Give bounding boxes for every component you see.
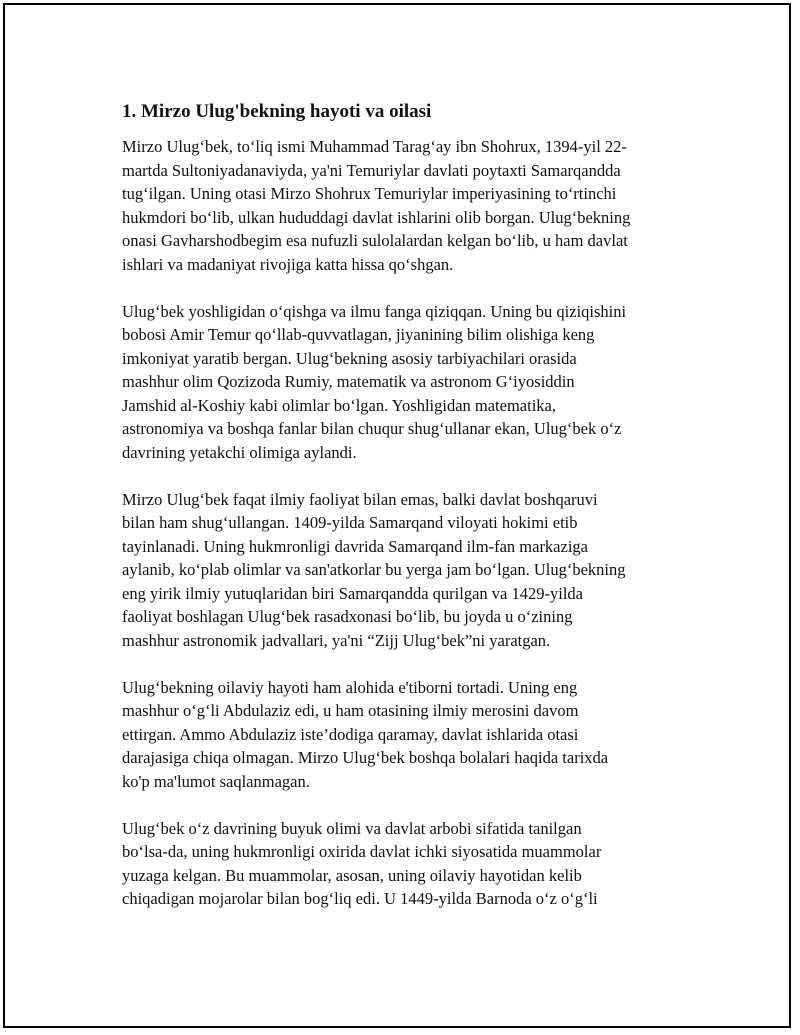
paragraph [122,676,702,794]
text-line: yuzaga kelgan. Bu muammolar, asosan, uning oilaviy hayotidan kelib [122,865,582,885]
paragraph [122,488,702,653]
text-line: hukmdori bo‘lib, ulkan hududdagi davlat ishlarini olib borgan. Ulug‘bekning [122,207,631,227]
text-line: faoliyat boshlagan Ulug‘bek rasadxonasi bo‘lib, bu joyda u o‘zining [122,607,573,626]
text-line: mashhur astronomik jadvallari, ya'ni “Zijj Ulug‘bek”ni yaratgan. [122,630,551,650]
text-line: imkoniyat yaratib bergan. Ulug‘bekning asosiy tarbiyachilari orasida [122,348,577,368]
text-line: Mirzo Ulug‘bek faqat ilmiy faoliyat bilan emas, balki davlat boshqaruvi [122,489,598,509]
text-line: Ulug‘bek o‘z davrining buyuk olimi va davlat arbobi sifatida tanilgan [122,818,582,838]
paragraph-list [122,135,702,911]
text-line: tayinlanadi. Uning hukmronligi davrida Samarqand ilm-fan markaziga [122,536,588,556]
paragraph [122,817,702,911]
text-line: bilan ham shug‘ullangan. 1409-yilda Samarqand viloyati hokimi etib [122,513,578,532]
text-line: tug‘ilgan. Uning otasi Mirzo Shohrux Temuriylar imperiyasining to‘rtinchi [122,184,617,203]
text-line: mashhur o‘g‘li Abdulaziz edi, u ham otasining ilmiy merosini davom [122,701,579,720]
text-line: Jamshid al-Koshiy kabi olimlar bo‘lgan. Yoshligidan matematika, [122,395,556,415]
section-title: 1. Mirzo Ulug'bekning hayoti va oilasi [122,101,432,122]
text-line: bobosi Amir Temur qo‘llab-quvvatlagan, jiyanining bilim olishiga keng [122,325,595,344]
text-line: martda Sultoniyadanaviyda, ya'ni Temuriylar davlati poytaxti Samarqandda [122,160,621,180]
text-line: bo‘lsa-da, uning hukmronligi oxirida davlat ichki siyosatida muammolar [122,842,602,861]
page-frame [3,3,791,1028]
text-line: ettirgan. Ammo Abdulaziz iste’dodiga qaramay, davlat ishlarida otasi [122,724,579,744]
text-line: ko'p ma'lumot saqlanmagan. [122,771,310,791]
text-line: Ulug‘bekning oilaviy hayoti ham alohida e'tiborni tortadi. Uning eng [122,677,578,697]
document-body [122,99,702,934]
text-line: chiqadigan mojarolar bilan bog‘liq edi. U 1449-yilda Barnoda o‘z o‘g‘li [122,889,598,908]
text-line: Ulug‘bek yoshligidan o‘qishga va ilmu fanga qiziqqan. Uning bu qiziqishini [122,301,627,321]
text-line: mashhur olim Qozizoda Rumiy, matematik va astronom G‘iyosiddin [122,372,575,391]
paragraph [122,300,702,465]
paragraph [122,135,702,276]
text-line: ishlari va madaniyat rivojiga katta hissa qo‘shgan. [122,254,454,274]
text-line: onasi Gavharshodbegim esa nufuzli sulolalardan kelgan bo‘lib, u ham davlat [122,231,628,250]
text-line: eng yirik ilmiy yutuqlaridan biri Samarqandda qurilgan va 1429-yilda [122,583,583,603]
text-line: aylanib, ko‘plab olimlar va san'atkorlar bu yerga jam bo‘lgan. Ulug‘bekning [122,560,626,579]
text-line: darajasiga chiqa olmagan. Mirzo Ulug‘bek boshqa bolalari haqida tarixda [122,748,609,767]
text-line: davrining yetakchi olimiga aylandi. [122,442,357,462]
text-line: astronomiya va boshqa fanlar bilan chuqur shug‘ullanar ekan, Ulug‘bek o‘z [122,419,622,438]
text-line: Mirzo Ulug‘bek, to‘liq ismi Muhammad Tarag‘ay ibn Shohrux, 1394-yil 22- [122,137,627,156]
